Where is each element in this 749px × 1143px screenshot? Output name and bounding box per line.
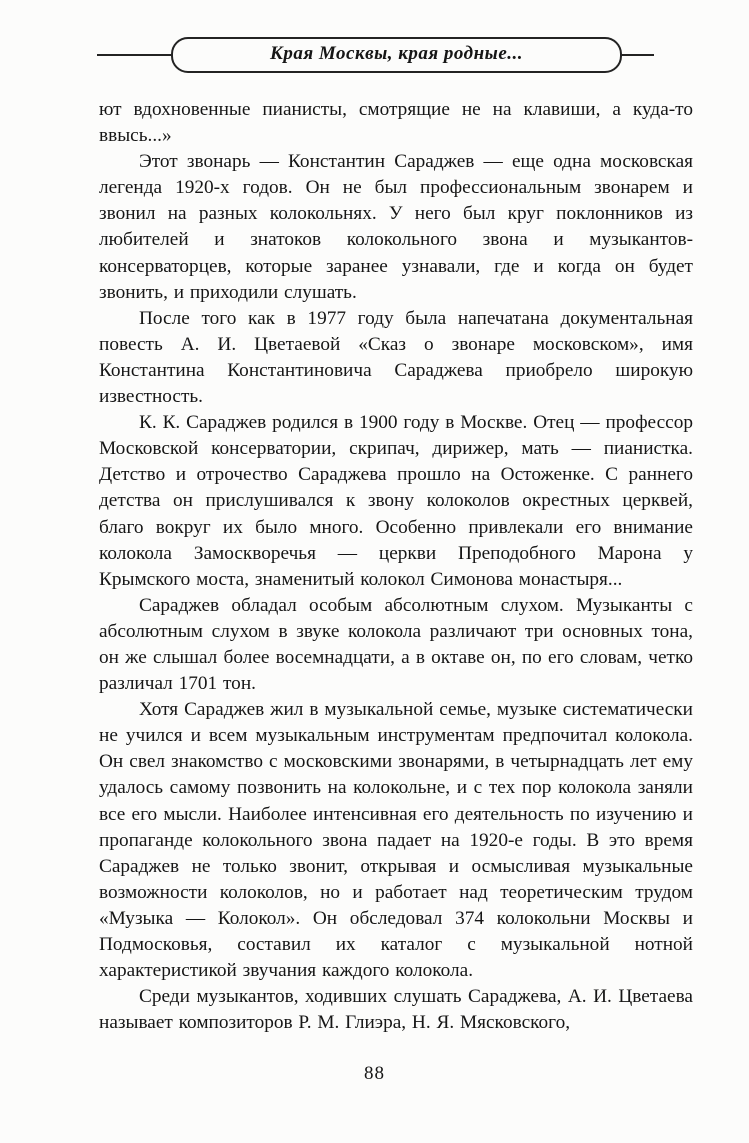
header-cartouche xyxy=(171,37,622,73)
paragraph: Этот звонарь — Константин Сараджев — еще одна московская легенда 1920-х годов. Он не был профессиональным звонарем и звонил на разных колокольнях. У него был круг поклонников из любителей и знатоков колокольного звона и музыкантов-консерваторцев, которые заранее узнавали, где и когда он будет звонить, и приходили слушать. xyxy=(99,151,693,303)
paragraph: Среди музыкантов, ходивших слушать Сараджева, А. И. Цветаева называет композиторов Р. М. Глиэра, Н. Я. Мясковского, xyxy=(99,986,693,1034)
body-text xyxy=(99,97,693,1036)
running-head-title: Края Москвы, края родные... xyxy=(269,43,524,64)
paragraph: Хотя Сараджев жил в музыкальной семье, музыке систематически не учился и всем музыкальным инструментам предпочитал колокола. Он свел знакомство с московскими звонарями, в четырнадцать лет ему удалось самому позвонить на колокольне, и с тех пор колокола заняли все его мысли. Наиболее интенсивная его деятельность по изучению и пропаганде колокольного звона падает на 1920-е годы. В это время Сараджев не только звонит, открывая и осмысливая музыкальные возможности колоколов, но и работает над теоретическим трудом «Музыка — Колокол». Он обследовал 374 колокольни Москвы и Подмосковья, составил их каталог с музыкальной нотной характеристикой звучания каждого колокола. xyxy=(99,699,693,982)
paragraph: ют вдохновенные пианисты, смотрящие не на клавиши, а куда-то ввысь...» xyxy=(99,99,693,147)
header-rule-left xyxy=(97,54,171,56)
paragraph: После того как в 1977 году была напечатана документальная повесть А. И. Цветаевой «Сказ о звонаре московском», имя Константина Константиновича Сараджева приобрело широкую известность. xyxy=(99,307,693,408)
page-number: 88 xyxy=(364,1063,385,1084)
paragraph: К. К. Сараджев родился в 1900 году в Москве. Отец — профессор Московской консерватории, скрипач, дирижер, мать — пианистка. Детство и отрочество Сараджева прошло на Остоженке. С раннего детства он прислушивался к звону колоколов окрестных церквей, благо вокруг их было много. Особенно привлекали его внимание колокола Замоскворечья — церкви Преподобного Марона у Крымского моста, знаменитый колокол Симонова монастыря... xyxy=(99,412,693,590)
running-head xyxy=(97,37,654,73)
header-rule-right xyxy=(622,54,654,56)
paragraph: Сараджев обладал особым абсолютным слухом. Музыканты с абсолютным слухом в звуке колокола различают три основных тона, он же слышал более восемнадцати, а в октаве он, по его словам, четко различал 1701 тон. xyxy=(99,594,693,695)
